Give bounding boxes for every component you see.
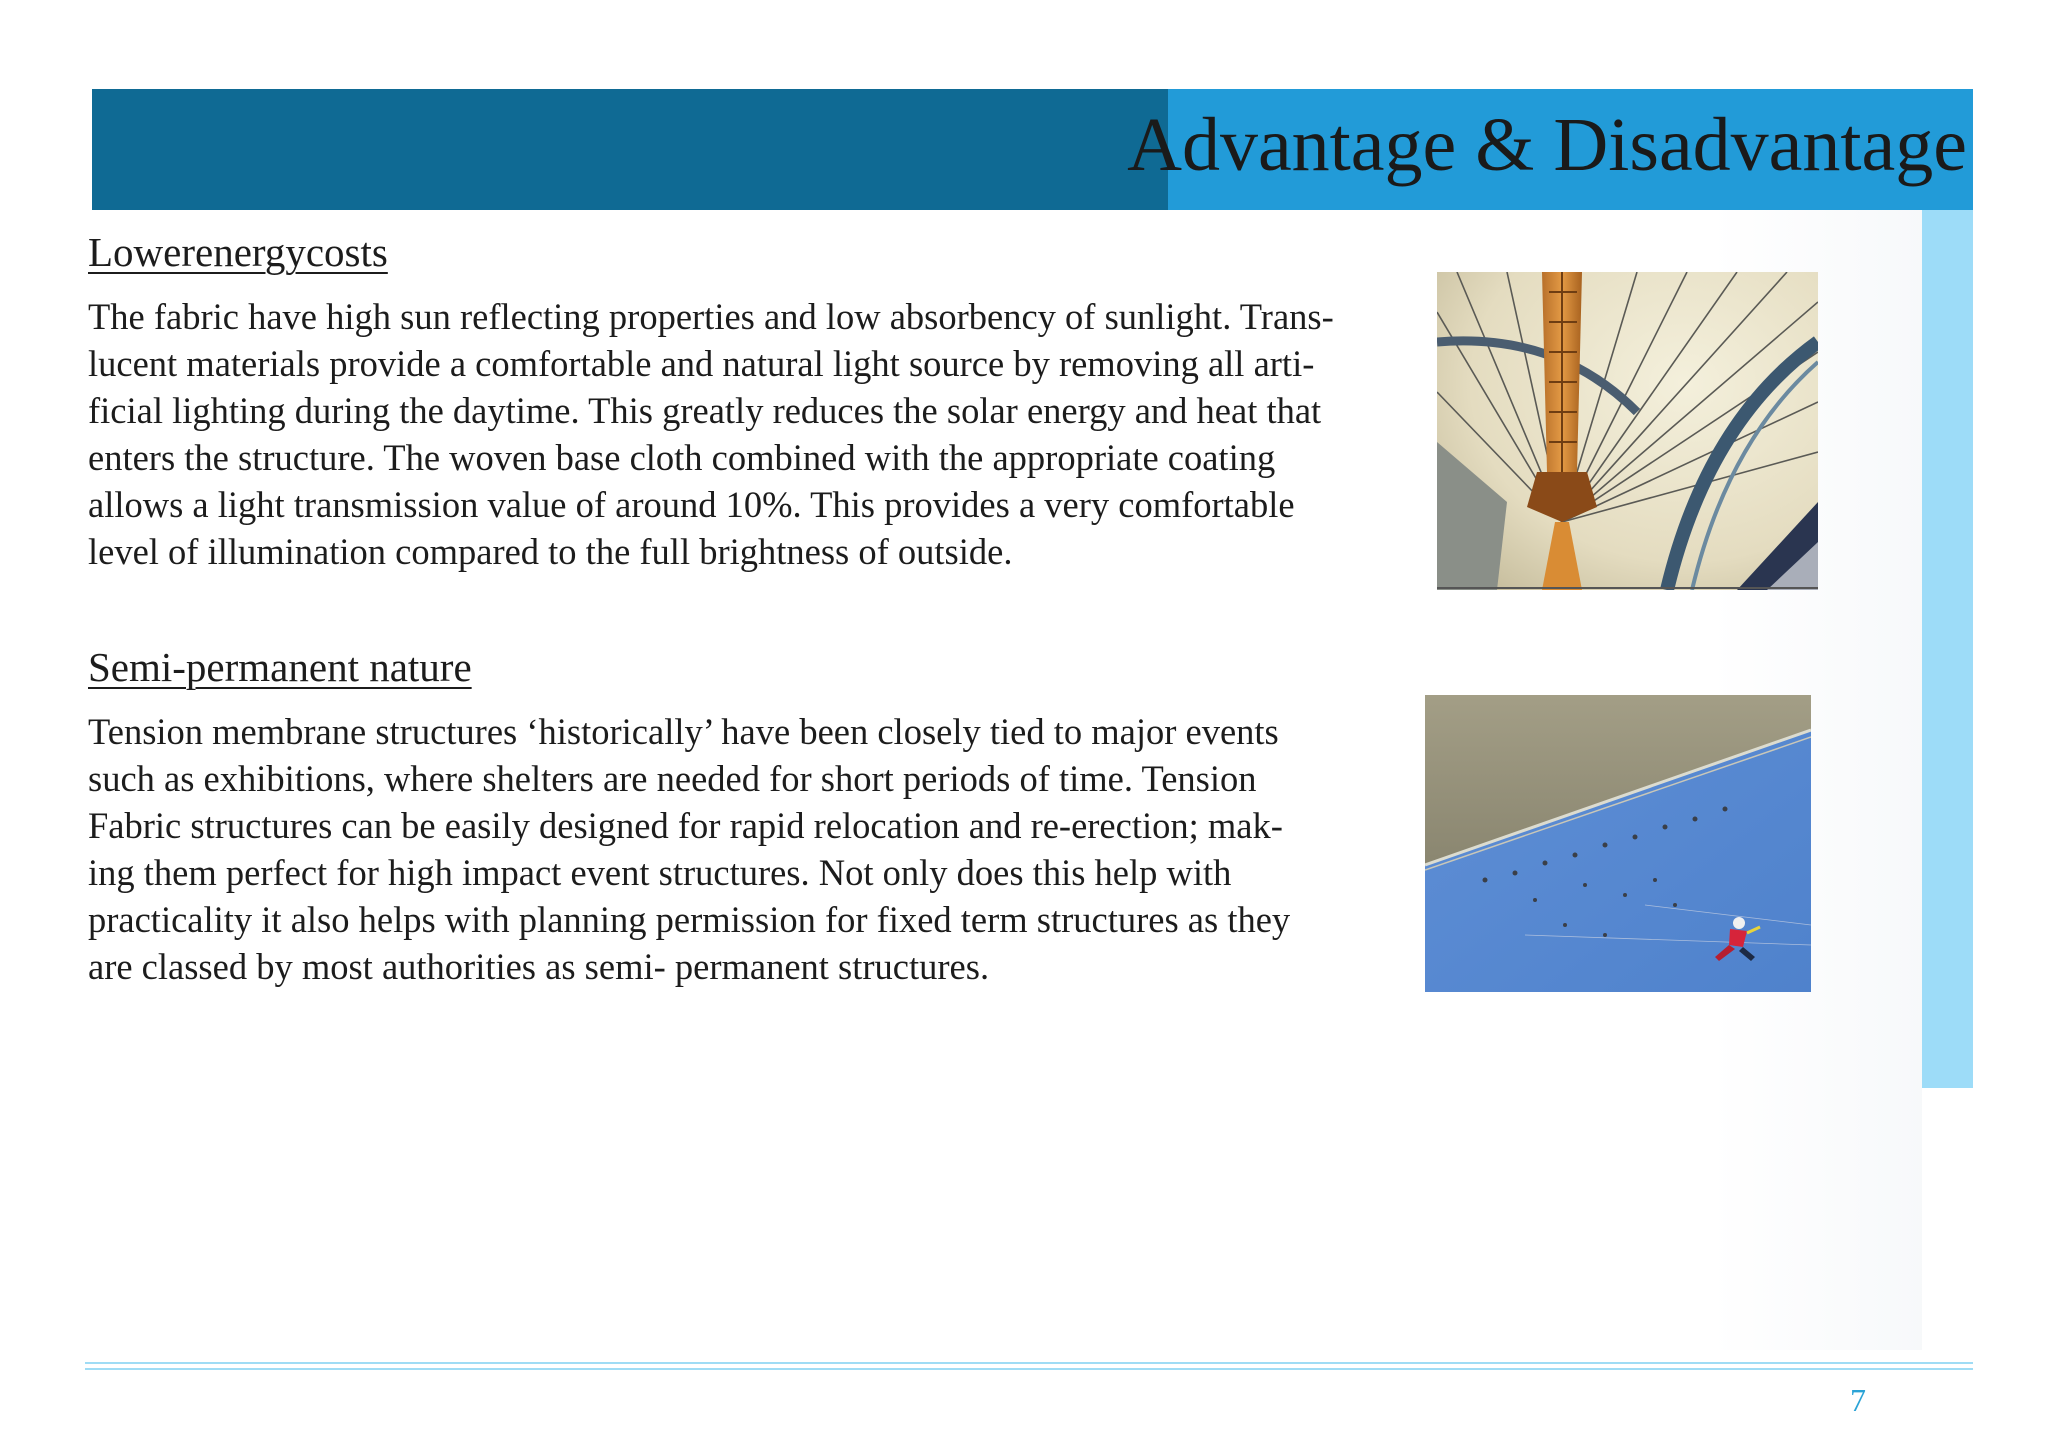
text-line: allows a light transmission value of around 10%. This provides a very comfortable xyxy=(88,484,1295,525)
header-banner-dark xyxy=(92,89,1168,210)
text-line: are classed by most authorities as semi- permanent structures. xyxy=(88,946,990,987)
text-line: level of illumination compared to the full brightness of outside. xyxy=(88,531,1013,572)
section-text-semi-permanent xyxy=(88,708,1290,990)
membrane-roof-photo xyxy=(1437,272,1818,590)
page-title: Advantage & Disadvantage xyxy=(1127,103,1967,187)
side-accent-bar xyxy=(1922,210,1973,1088)
footer-rule xyxy=(85,1362,1973,1364)
text-line: enters the structure. The woven base cloth combined with the appropriate coating xyxy=(88,437,1276,478)
footer-rule xyxy=(85,1368,1973,1370)
text-line: practicality it also helps with planning permission for fixed term structures as they xyxy=(88,899,1291,940)
section-heading-semi-permanent: Semi-permanent nature xyxy=(88,644,472,690)
text-line: ing them perfect for high impact event structures. Not only does this help with xyxy=(88,852,1232,893)
text-line: Fabric structures can be easily designed for rapid relocation and re-erection; mak- xyxy=(88,805,1283,846)
page-number: 7 xyxy=(1850,1382,1866,1418)
text-line: such as exhibitions, where shelters are needed for short periods of time. Tension xyxy=(88,758,1257,799)
text-line: Tension membrane structures ‘historically’ have been closely tied to major events xyxy=(88,711,1279,752)
rope-access-worker-photo xyxy=(1425,695,1811,992)
section-text-energy xyxy=(88,293,1334,575)
section-heading-energy: Lowerenergycosts xyxy=(88,229,388,275)
text-line: The fabric have high sun reflecting properties and low absorbency of sunlight. Trans- xyxy=(88,296,1334,337)
text-line: lucent materials provide a comfortable and natural light source by removing all arti- xyxy=(88,343,1315,384)
text-line: ficial lighting during the daytime. This greatly reduces the solar energy and heat that xyxy=(88,390,1322,431)
header-banner-light xyxy=(1127,89,1973,210)
